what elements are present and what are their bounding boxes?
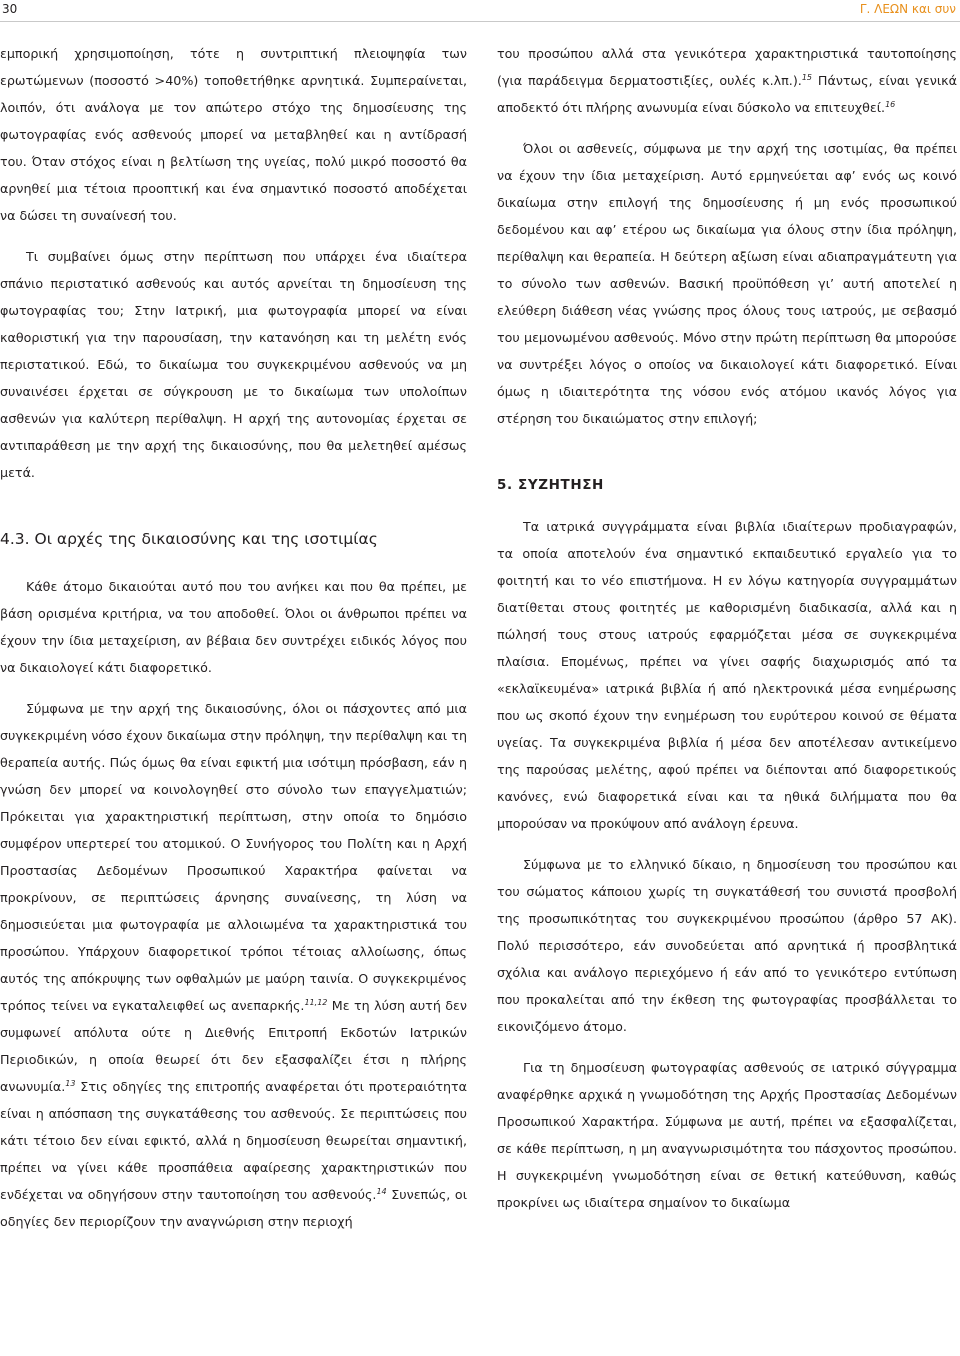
reference-marker: 16 [885, 99, 896, 109]
right-column [497, 40, 957, 1216]
paragraph: Για τη δημοσίευση φωτογραφίας ασθενούς σε ιατρικό σύγγραμμα αναφέρθηκε αρχικά η γνωμοδότηση της Αρχής Προστασίας Δεδομένων Προσωπικού Χαρακτήρα. Σύμφωνα με αυτή, πρέπει να εξασφαλίζεται, σε κάθε περίπτωση, η μη αναγνωρισιμότητα του πάσχοντος προσώπου. Η συγκεκριμένη γνωμοδότηση είναι σε θετική κατεύθυνση, καθώς προκρίνει ως ιδιαίτερα σημαίνον το δικαίωμα [497, 1060, 957, 1210]
paragraph-text: Με τη λύση αυτή δεν συμφωνεί απόλυτα ούτε η Διεθνής Επιτροπή Εκδοτών Ιατρικών Περιοδικών, η οποία θεωρεί ότι δεν εξασφαλίζει έτσι η πλήρης ανωνυμία. [0, 998, 467, 1094]
page-number: 30 [2, 2, 18, 16]
reference-marker: 15 [801, 72, 813, 82]
paragraph [497, 40, 957, 121]
running-head: Γ. ΛΕΩΝ και συν [859, 2, 956, 16]
paragraph: Σύμφωνα με το ελληνικό δίκαιο, η δημοσίευση του προσώπου και του σώματος κάποιου χωρίς τη συγκατάθεσή του συνιστά προσβολή της προσωπικότητας του συγκεκριμένου προσώπου (άρθρο 57 ΑΚ). Πολύ περισσότερο, εάν συνοδεύεται από αρνητικά ή προσβλητικά σχόλια και ανάλογο περιεχόμενο ή εάν από το γενικότερο εντύπωση που προκαλείται από την έκθεση της φωτογραφίας προσβάλλεται το εικονιζόμενο άτομο. [497, 857, 957, 1034]
paragraph-text: Πάντως, είναι γενικά αποδεκτό ότι πλήρης ανωνυμία είναι δύσκολο να επιτευχθεί. [497, 73, 957, 115]
section-heading: 4.3. Οι αρχές της δικαιοσύνης και της ισοτιμίας [0, 530, 378, 548]
paragraph: εμπορική χρησιμοποίηση, τότε η συντριπτική πλειοψηφία των ερωτώμενων (ποσοστό >40%) τοποθετήθηκε αρνητικά. Συμπεραίνεται, λοιπόν, ότι ανάλογα με τον απώτερο στόχο της δημοσίευσης της φωτογραφίας ενός ασθενούς μπορεί να μεταβληθεί και η αντίδρασή του. Όταν στόχος είναι η βελτίωση της υγείας, πολύ μικρό ποσοστό θα αρνηθεί μια τέτοια προοπτική και ένα σημαντικό ποσοστό αποδέχεται να δώσει τη συναίνεσή του. [0, 46, 467, 223]
paragraph-text: Σύμφωνα με την αρχή της δικαιοσύνης, όλοι οι πάσχοντες από μια συγκεκριμένη νόσο έχουν δικαίωμα στην πρόληψη, την περίθαλψη και τη θεραπεία αυτής. Πώς όμως θα είναι εφικτή μια ισότιμη πρόσβαση, εάν η γνώση δεν μπορεί να κοινολογηθεί στο σύνολο των επαγγελματιών; Πρόκειται για χαρακτηριστική περίπτωση, στην οποία το δημόσιο συμφέρον υπερτερεί του ατομικού. Ο Συνήγορος του Πολίτη και η Αρχή Προστασίας Δεδομένων Προσωπικού Χαρακτήρα φαίνεται να προκρίνουν, σε περιπτώσεις άρνησης συναίνεσης, τη λύση να δημοσιεύεται μια φωτογραφία με αλλοιωμένα τα χαρακτηριστικά του προσώπου. Υπάρχουν διαφορετικοί τρόποι τέτοιας αλλοίωσης, όπως αυτός της απόκρυψης των οφθαλμών με μαύρη ταινία. Ο συγκεκριμένος τρόπος τείνει να εγκαταλειφθεί ως ανεπαρκής. [0, 701, 467, 1013]
page-header [0, 0, 960, 22]
paragraph-text: Στις οδηγίες της επιτροπής αναφέρεται ότι προτεραιότητα είναι η απόσπαση της συγκατάθεσης του ασθενούς. Σε περιπτώσεις που κάτι τέτοιο δεν είναι εφικτό, αλλά η δημοσίευση θεωρείται σημαντική, πρέπει να γίνει κάθε προσπάθεια αφαίρεσης χαρακτηριστικών που ενδέχεται να οδηγήσουν στην ταυτοποίηση του ασθενούς. [0, 1079, 467, 1202]
reference-marker: 14 [376, 1186, 387, 1196]
reference-marker: 11,12 [304, 997, 328, 1007]
paragraph: Τα ιατρικά συγγράμματα είναι βιβλία ιδιαίτερων προδιαγραφών, τα οποία αποτελούν ένα σημαντικό εκπαιδευτικό εργαλείο για το φοιτητή και το νέο επιστήμονα. Η εν λόγω κατηγορία συγγραμμάτων διατίθεται στους φοιτητές με καθορισμένη διαδικασία, αλλά και η πώλησή τους στους ιατρούς εφαρμόζεται μέσα σε συγκεκριμένα πλαίσια. Επομένως, πρέπει να γίνει σαφής διαχωρισμός από τα «εκλαϊκευμένα» ιατρικά βιβλία ή από ηλεκτρονικά μέσα ενημέρωσης που ως σκοπό έχουν την ενημέρωση του ευρύτερου κοινού σε θέματα υγείας. Τα συγκεκριμένα βιβλία ή μέσα δεν αποτέλεσαν αντικείμενο της παρούσας μελέτης, αφού πρέπει να διέπονται από διαφορετικούς κανόνες, ενώ διαφορετικά είναι και τα ηθικά διλήμματα που θα μπορούσαν να προκύψουν από ανάλογη έρευνα. [497, 519, 957, 831]
paragraph: Τι συμβαίνει όμως στην περίπτωση που υπάρχει ένα ιδιαίτερα σπάνιο περιστατικό ασθενούς και αυτός αρνείται τη δημοσίευση της φωτογραφίας του; Στην Ιατρική, μια φωτογραφία μπορεί να είναι καθοριστική για την παρουσίαση, την κατανόηση και τη μελέτη ενός περιστατικού. Εδώ, το δικαίωμα του συγκεκριμένου ασθενούς να μη συναινέσει έρχεται σε σύγκρουση με το δικαίωμα των υπολοίπων ασθενών για καλύτερη περίθαλψη. Η αρχή της αυτονομίας έρχεται σε αντιπαράθεση με την αρχή της δικαιοσύνης, που θα μελετηθεί αμέσως μετά. [0, 249, 467, 480]
paragraph-text: του προσώπου αλλά στα γενικότερα χαρακτηριστικά ταυτοποίησης (για παράδειγμα δερματοστιξίες, ουλές κ.λπ.). [497, 46, 957, 88]
reference-marker: 13 [65, 1078, 76, 1088]
paragraph-text: Συνεπώς, οι οδηγίες δεν περιορίζουν την αναγνώριση στην περιοχή [0, 1187, 467, 1229]
left-column [0, 40, 467, 1235]
paragraph [0, 695, 467, 1235]
paragraph: Όλοι οι ασθενείς, σύμφωνα με την αρχή της ισοτιμίας, θα πρέπει να έχουν την ίδια μεταχείριση. Αυτό ερμηνεύεται αφ’ ενός ως κοινό δικαίωμα στην επιλογή της δημοσίευσης ή μη ενός προσωπικού δεδομένου και αφ’ ετέρου ως δικαίωμα για όλους στην ίδια πρόληψη, περίθαλψη και θεραπεία. Η δεύτερη αξίωση είναι αδιαπραγμάτευτη για το σύνολο των ασθενών. Βασική προϋπόθεση γι’ αυτή αποτελεί η ελεύθερη διάθεση νέας γνώσης προς όλους τους ιατρούς, με σεβασμό του μεμονωμένου ασθενούς. Μόνο στην πρώτη περίπτωση θα μπορούσε να συντρέξει λόγος ο οποίος να δικαιολογεί κάτι διαφορετικό. Είναι όμως η ιδιαιτερότητα της νόσου ενός ατόμου ικανός λόγος για στέρηση του δικαιώματος στην επιλογή; [497, 141, 957, 426]
section-heading: 5. ΣΥΖΗΤΗΣΗ [497, 477, 604, 493]
paragraph: Κάθε άτομο δικαιούται αυτό που του ανήκει και που θα πρέπει, με βάση ορισμένα κριτήρια, να του αποδοθεί. Όλοι οι άνθρωποι πρέπει να έχουν την ίδια μεταχείριση, αν βέβαια δεν συντρέχει ειδικός λόγος που να δικαιολογεί κάτι διαφορετικό. [0, 579, 467, 675]
